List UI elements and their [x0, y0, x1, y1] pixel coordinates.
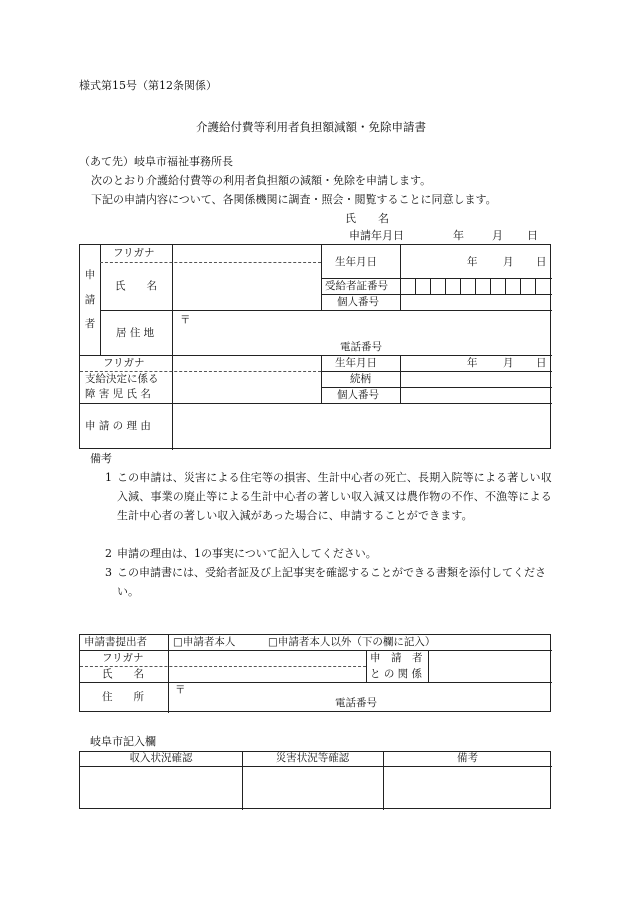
- office-col-remarks: 備考: [457, 752, 478, 764]
- submitter-label: 申請書提出者: [84, 636, 147, 648]
- form-title: 介護給付費等利用者負担額減額・免除申請書: [196, 120, 426, 134]
- submitter-furigana-input[interactable]: [169, 651, 365, 665]
- child-relation-input[interactable]: [401, 372, 551, 386]
- note-2-text: 申請の理由は、1の事実について記入してください。: [117, 547, 377, 560]
- submitter-relation-label-2: と の 関 係: [370, 668, 423, 680]
- applicant-birth-month: 月: [503, 256, 514, 268]
- form-number: 様式第15号（第12条関係）: [79, 79, 217, 92]
- intro-line-2: 下記の申請内容について、各関係機関に調査・照会・閲覧することに同意します。: [91, 193, 497, 206]
- office-table: [79, 751, 551, 809]
- child-birth-year: 年: [467, 357, 478, 369]
- submitter-phone-label: 電話番号: [335, 697, 377, 709]
- side-char-1: 申: [84, 269, 96, 281]
- child-relation-label: 続柄: [350, 373, 371, 385]
- submitter-relation-label-1: 申 請 者: [370, 652, 423, 664]
- apply-date-year: 年: [453, 229, 464, 242]
- child-birth-day: 日: [536, 357, 547, 369]
- notes-heading: 備考: [90, 452, 112, 465]
- applicant-side-label: [80, 267, 100, 331]
- apply-date-day: 日: [527, 229, 538, 242]
- office-disaster-input[interactable]: [244, 767, 382, 808]
- office-remarks-input[interactable]: [385, 767, 550, 808]
- recipient-number-boxes[interactable]: [400, 279, 552, 294]
- applicant-furigana-label: フリガナ: [113, 247, 155, 259]
- child-furigana-input[interactable]: [173, 356, 320, 370]
- side-char-2: 請: [84, 293, 96, 306]
- submitter-name-input[interactable]: [169, 667, 365, 681]
- reason-input[interactable]: [173, 404, 551, 449]
- note-1-number: 1: [105, 471, 112, 484]
- note-3-number: 3: [105, 566, 112, 579]
- child-name-label-2: 障 害 児 氏 名: [85, 388, 151, 400]
- office-col-disaster: 災害状況等確認: [275, 752, 350, 764]
- reason-label: 申 請 の 理 由: [85, 420, 151, 432]
- applicant-birth-year: 年: [467, 256, 478, 268]
- child-personal-no-label: 個人番号: [337, 389, 379, 401]
- addressee: （あて先）岐阜市福祉事務所長: [79, 155, 233, 168]
- child-name-label-1: 支給決定に係る: [85, 373, 159, 385]
- child-birth-label: 生年月日: [335, 357, 377, 369]
- apply-date-label: 申請年月日: [349, 229, 404, 242]
- applicant-birth-label: 生年月日: [335, 256, 377, 268]
- note-2-number: 2: [105, 547, 112, 560]
- child-birth-month: 月: [503, 357, 514, 369]
- submitter-address-label: 住 所: [102, 691, 144, 703]
- applicant-address-label: 居 住 地: [116, 327, 155, 339]
- submitter-option-self[interactable]: □申請者本人: [173, 636, 236, 648]
- applicant-name-input[interactable]: [173, 264, 320, 309]
- note-1-text: この申請は、災害による住宅等の損害、生計中心者の死亡、長期入院等による著しい収入減、事業の廃止等による生計中心者の著しい収入減又は農作物の不作、不漁等による生計中心者の著しい収入減があった場合に、申請することができます。: [117, 471, 552, 522]
- child-personal-no-input[interactable]: [401, 388, 551, 402]
- child-name-input[interactable]: [173, 372, 320, 402]
- submitter-table: [79, 634, 551, 712]
- intro-line-1: 次のとおり介護給付費等の利用者負担額の減額・免除を申請します。: [91, 174, 432, 187]
- applicant-phone-label: 電話番号: [340, 341, 382, 353]
- submitter-relation-input[interactable]: [429, 651, 551, 681]
- apply-date-month: 月: [492, 229, 503, 242]
- submitter-furigana-label: フリガナ: [102, 652, 144, 664]
- signature-name-label: 氏 名: [345, 212, 389, 225]
- submitter-name-label: 氏 名: [102, 668, 144, 680]
- child-furigana-label: フリガナ: [103, 357, 145, 369]
- note-3-text: この申請書には、受給者証及び上記事実を確認することができる書類を添付してください。: [117, 566, 546, 598]
- office-col-income: 収入状況確認: [129, 752, 193, 764]
- office-income-input[interactable]: [81, 767, 241, 808]
- recipient-number-label: 受給者証番号: [325, 280, 388, 292]
- submitter-postal-mark: 〒: [175, 684, 186, 696]
- applicant-personal-no-label: 個人番号: [337, 296, 379, 308]
- applicant-furigana-input[interactable]: [173, 246, 320, 261]
- side-char-3: 者: [84, 318, 96, 330]
- applicant-postal-mark: 〒: [180, 314, 191, 326]
- applicant-birth-day: 日: [536, 256, 547, 268]
- office-heading: 岐阜市記入欄: [90, 735, 156, 748]
- applicant-personal-no-input[interactable]: [401, 295, 551, 309]
- submitter-option-other[interactable]: □申請者本人以外（下の欄に記入）: [268, 636, 436, 648]
- applicant-name-label: 氏 名: [115, 280, 157, 292]
- applicant-table: [79, 244, 551, 449]
